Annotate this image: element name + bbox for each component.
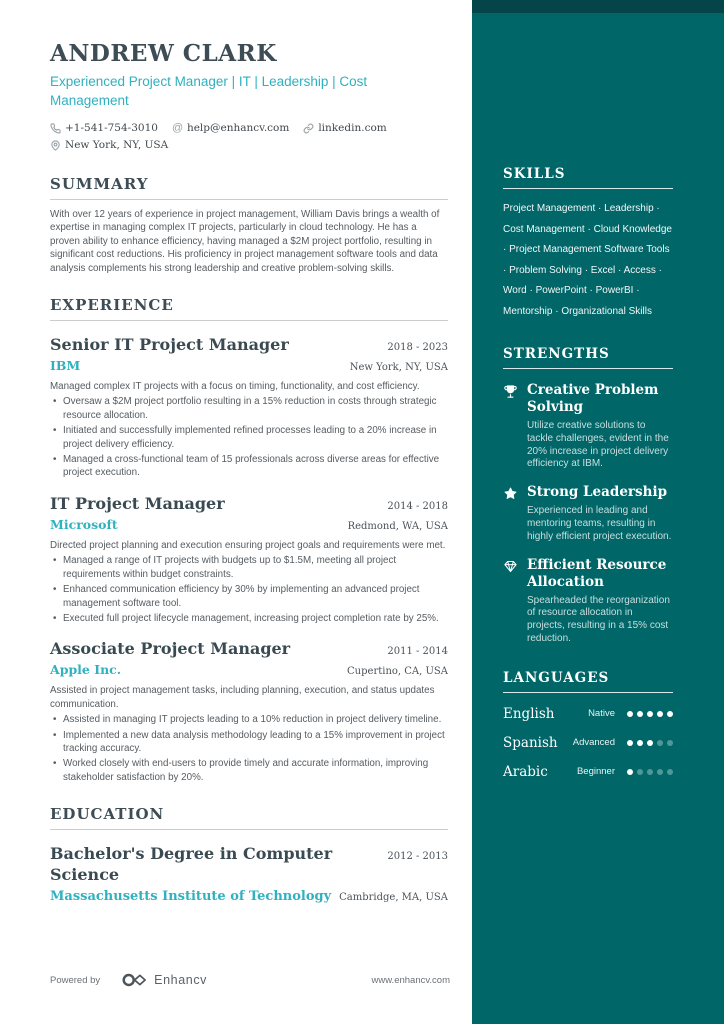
experience-section [50, 296, 448, 784]
phone-number: +1-541-754-3010 [65, 122, 158, 134]
job-bullet: • Oversaw a $2M project portfolio resulting in a 15% reduction in costs through strategic resource allocation. [50, 395, 448, 422]
sidebar [472, 0, 724, 1024]
education-entry [50, 843, 448, 904]
languages-heading: LANGUAGES [503, 670, 673, 693]
language-name: Spanish [503, 734, 558, 751]
language-level: Advanced [572, 737, 615, 749]
job-location: Redmond, WA, USA [347, 520, 448, 532]
enhancv-url-link[interactable]: www.enhancv.com [371, 974, 450, 986]
education-heading: EDUCATION [50, 805, 448, 830]
job-bullets [50, 713, 448, 784]
powered-by-label: Powered by [50, 974, 101, 986]
job-bullet: • Initiated and successfully implemented refined processes leading to a 20% increase in project delivery efficiency. [50, 424, 448, 451]
location-contact [50, 137, 168, 154]
language-proficiency-dots [627, 711, 673, 717]
strength-item [503, 382, 673, 471]
language-level: Beginner [576, 766, 615, 778]
strength-item [503, 557, 673, 646]
resume-header [50, 40, 448, 154]
job-company: IBM [50, 358, 81, 374]
languages-section [503, 670, 673, 780]
strength-text: Spearheaded the reorganization of resource allocation in projects, resulting in a 15% cost reduction. [527, 594, 670, 644]
education-dates: 2012 - 2013 [387, 851, 448, 863]
headline: Experienced Project Manager | IT | Leadership | Cost Management [50, 74, 368, 108]
job-bullets [50, 554, 448, 625]
job-entry [50, 638, 448, 784]
strength-title: Creative Problem Solving [527, 382, 659, 415]
summary-text: With over 12 years of experience in project management, William Davis brings a wealth of expertise in managing complex IT projects, particularly in cloud technology. He has a proven ability to enhance efficiency, having managed a $2M project portfolio, resulting in significant cost reductions. His proficiency in project management software tools and data analysis complements his strong leadership and creative problem-solving skills. [50, 209, 440, 274]
language-proficiency-dots [627, 740, 673, 746]
at-icon: @ [171, 122, 184, 134]
job-bullet: • Enhanced communication efficiency by 30% by implementing an advanced project management software tool. [50, 583, 448, 610]
job-bullet: • Managed a range of IT projects with budgets up to $1.5M, meeting all project requirements within budget constraints. [50, 554, 448, 581]
job-entry [50, 493, 448, 625]
trophy-icon [503, 382, 527, 471]
enhancv-wordmark: Enhancv [154, 973, 208, 987]
job-description: Directed project planning and execution ensuring project goals and requirements were met. [50, 539, 446, 551]
strength-body [527, 484, 673, 543]
job-location: Cupertino, CA, USA [347, 666, 448, 678]
strength-body [527, 382, 673, 471]
email-contact[interactable] [172, 120, 289, 137]
language-name: English [503, 705, 555, 722]
phone-contact[interactable] [50, 120, 158, 137]
job-title: Associate Project Manager [50, 639, 291, 659]
job-dates: 2014 - 2018 [387, 500, 448, 512]
link-icon [303, 123, 314, 134]
experience-heading: EXPERIENCE [50, 296, 448, 321]
language-row [503, 764, 673, 780]
strengths-section [503, 346, 673, 646]
strength-item [503, 484, 673, 543]
language-row [503, 706, 673, 722]
language-name: Arabic [503, 763, 548, 780]
language-proficiency-dots [627, 769, 673, 775]
language-level: Native [588, 708, 615, 720]
candidate-name: ANDREW CLARK [50, 40, 277, 67]
job-company: Apple Inc. [50, 662, 122, 678]
strength-text: Experienced in leading and mentoring teams, resulting in highly efficient project execution. [527, 505, 672, 542]
school-name: Massachusetts Institute of Technology [50, 889, 332, 905]
strength-body [527, 557, 673, 646]
star-icon [503, 484, 527, 543]
footer [50, 972, 450, 988]
language-row [503, 735, 673, 751]
skills-section [503, 166, 673, 322]
linkedin-contact[interactable] [303, 120, 386, 137]
education-section [50, 805, 448, 904]
job-description: Assisted in project management tasks, including planning, execution, and status updates communication. [50, 685, 435, 710]
phone-icon [50, 123, 61, 134]
job-entry [50, 334, 448, 480]
enhancv-logo-icon [122, 972, 147, 988]
contact-info [50, 120, 448, 154]
job-title: Senior IT Project Manager [50, 335, 289, 355]
location-text: New York, NY, USA [65, 139, 169, 151]
gem-icon [503, 557, 527, 646]
skills-heading: SKILLS [503, 166, 673, 189]
job-location: New York, NY, USA [349, 362, 448, 374]
summary-heading: SUMMARY [50, 175, 448, 200]
job-title: IT Project Manager [50, 493, 225, 513]
location-pin-icon [50, 140, 61, 151]
education-location: Cambridge, MA, USA [339, 892, 448, 904]
job-description: Managed complex IT projects with a focus on timing, functionality, and cost efficiency. [50, 381, 420, 393]
contact-row-1 [50, 120, 448, 137]
job-bullet: • Implemented a new data analysis methodology leading to a 15% improvement in project tracking accuracy. [50, 729, 448, 756]
sidebar-top-strip [472, 0, 724, 13]
job-bullet: • Managed a cross-functional team of 15 professionals across diverse areas for effective project execution. [50, 453, 448, 480]
job-bullet: • Worked closely with end-users to provide timely and accurate information, improving stakeholder satisfaction by 20%. [50, 757, 448, 784]
job-company: Microsoft [50, 516, 118, 532]
sidebar-content [472, 13, 724, 780]
linkedin-url: linkedin.com [318, 122, 387, 134]
job-bullets [50, 395, 448, 479]
email-address: help@enhancv.com [186, 122, 290, 134]
strengths-heading: STRENGTHS [503, 346, 673, 369]
contact-row-2 [50, 137, 448, 154]
strength-text: Utilize creative solutions to tackle challenges, evident in the 20% increase in project delivery efficiency at IBM. [527, 420, 669, 470]
strength-title: Strong Leadership [527, 484, 668, 501]
job-bullet: • Assisted in managing IT projects leading to a 10% reduction in project delivery timeline. [50, 713, 448, 726]
degree-title: Bachelor's Degree in Computer Science [50, 844, 333, 885]
strength-title: Efficient Resource Allocation [527, 556, 667, 590]
skills-list: Project Management · Leadership · Cost Management · Cloud Knowledge · Project Management Software Tools · Problem Solving · Excel · Access · Word · PowerPoint · PowerBI · Mentorship · Organizational Skills [503, 203, 672, 317]
job-dates: 2011 - 2014 [387, 646, 448, 658]
summary-section [50, 175, 448, 275]
job-bullet: • Executed full project lifecycle management, increasing project completion rate by 25%. [50, 612, 448, 625]
job-dates: 2018 - 2023 [387, 342, 448, 354]
